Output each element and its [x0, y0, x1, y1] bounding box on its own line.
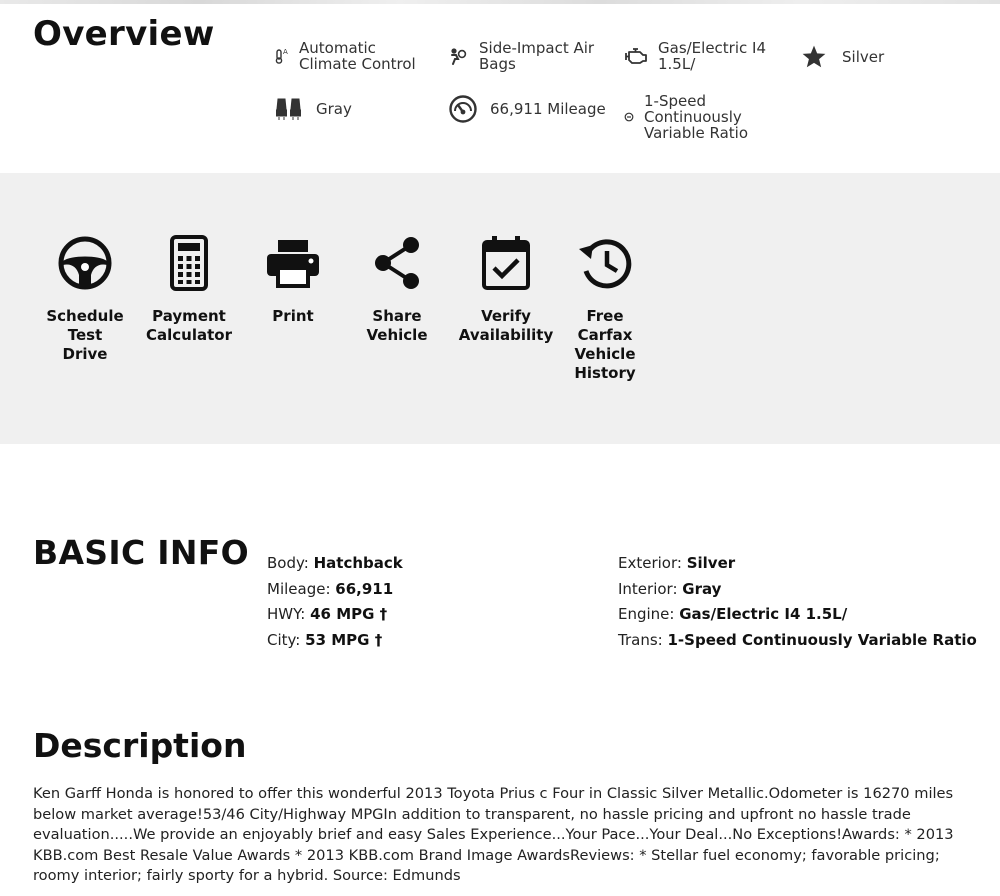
info-value: Gas/Electric I4 1.5L/ [679, 605, 848, 624]
info-label: Interior: [618, 579, 678, 598]
info-label: Mileage: [267, 579, 331, 598]
feature-transmission [624, 93, 764, 141]
info-row-body [267, 551, 403, 577]
info-label: Engine: [618, 605, 675, 624]
info-label: City: [267, 631, 301, 650]
info-value: 66,911 [335, 579, 394, 598]
action-band [0, 173, 1000, 444]
info-value: Silver [686, 554, 736, 572]
feature-label: Silver [842, 48, 885, 66]
feature-label: Gray [316, 100, 352, 118]
info-row-city [267, 628, 403, 654]
thermometer-icon [272, 47, 290, 65]
action-label: Schedule Test Drive [46, 307, 124, 363]
info-value: Gray [682, 579, 722, 598]
calculator-icon [159, 233, 219, 293]
history-icon [575, 233, 635, 293]
action-label: Share Vehicle [366, 307, 428, 344]
feature-label: Gas/Electric I4 1.5L/ [658, 39, 767, 73]
action-label: Free Carfax Vehicle History [574, 307, 636, 382]
seats-icon [275, 97, 303, 121]
info-value: 1-Speed Continuously Variable Ratio [667, 631, 977, 650]
print-button[interactable] [258, 233, 328, 326]
info-row-hwy [267, 602, 403, 628]
printer-icon [263, 233, 323, 293]
speedometer-icon [449, 95, 477, 123]
basic-info-title: BASIC INFO [33, 533, 249, 572]
schedule-test-drive-button[interactable] [45, 233, 125, 364]
action-label: Payment Calculator [146, 307, 232, 344]
feature-exterior-color [800, 44, 902, 70]
info-row-trans [618, 628, 977, 654]
info-label: Exterior: [618, 554, 682, 572]
engine-icon [624, 47, 648, 65]
feature-interior-color [275, 97, 376, 121]
info-value: 53 MPG † [305, 631, 383, 650]
feature-climate-control [272, 40, 429, 72]
feature-label: Side-Impact Air Bags [479, 39, 595, 73]
overview-title: Overview [33, 14, 215, 54]
action-label: Print [272, 307, 314, 325]
feature-airbags [449, 40, 604, 72]
info-value: 46 MPG † [310, 605, 388, 624]
feature-label: 1-Speed Continuously Variable Ratio [644, 92, 749, 142]
feature-label: 66,911 Mileage [490, 100, 606, 118]
action-label: Verify Availability [458, 307, 554, 344]
svg-text:A: A [283, 48, 288, 56]
airbag-icon [449, 47, 467, 65]
basic-info-right-column [618, 551, 977, 654]
star-icon [800, 44, 828, 70]
carfax-history-button[interactable] [571, 233, 639, 383]
info-row-mileage [267, 577, 403, 603]
feature-engine [624, 40, 783, 72]
info-label: Trans: [618, 631, 663, 650]
feature-label: Automatic Climate Control [299, 39, 416, 73]
share-vehicle-button[interactable] [359, 233, 435, 345]
info-label: Body: [267, 554, 309, 572]
steering-wheel-icon [55, 233, 115, 293]
description-text: Ken Garff Honda is honored to offer this wonderful 2013 Toyota Prius c Four in Classic Silver Metallic.Odometer is 16270 miles below market average!53/46 City/Highway MPGIn addition to transparent, no hassle pricing and upfront no hassle trade evaluation.....We provide an enjoyably brief and easy Sales Experience...Your Pace...Your Deal...No Exceptions!Awards: * 2013 KBB.com Best Resale Value Awards * 2013 KBB.com Brand Image AwardsReviews: * Stellar fuel economy; favorable pricing; roomy interior; fairly sporty for a hybrid. Source: Edmunds [33, 785, 954, 885]
share-icon [367, 233, 427, 293]
basic-info-left-column [267, 551, 403, 654]
info-row-engine [618, 602, 977, 628]
top-image-strip [0, 0, 1000, 4]
info-label: HWY: [267, 605, 306, 624]
verify-availability-button[interactable] [460, 233, 552, 345]
description-title: Description [33, 726, 247, 765]
transmission-icon [624, 112, 634, 122]
info-value: Hatchback [313, 554, 403, 572]
feature-mileage [449, 95, 615, 123]
info-row-exterior [618, 551, 977, 577]
payment-calculator-button[interactable] [146, 233, 232, 345]
calendar-check-icon [476, 233, 536, 293]
info-row-interior [618, 577, 977, 603]
